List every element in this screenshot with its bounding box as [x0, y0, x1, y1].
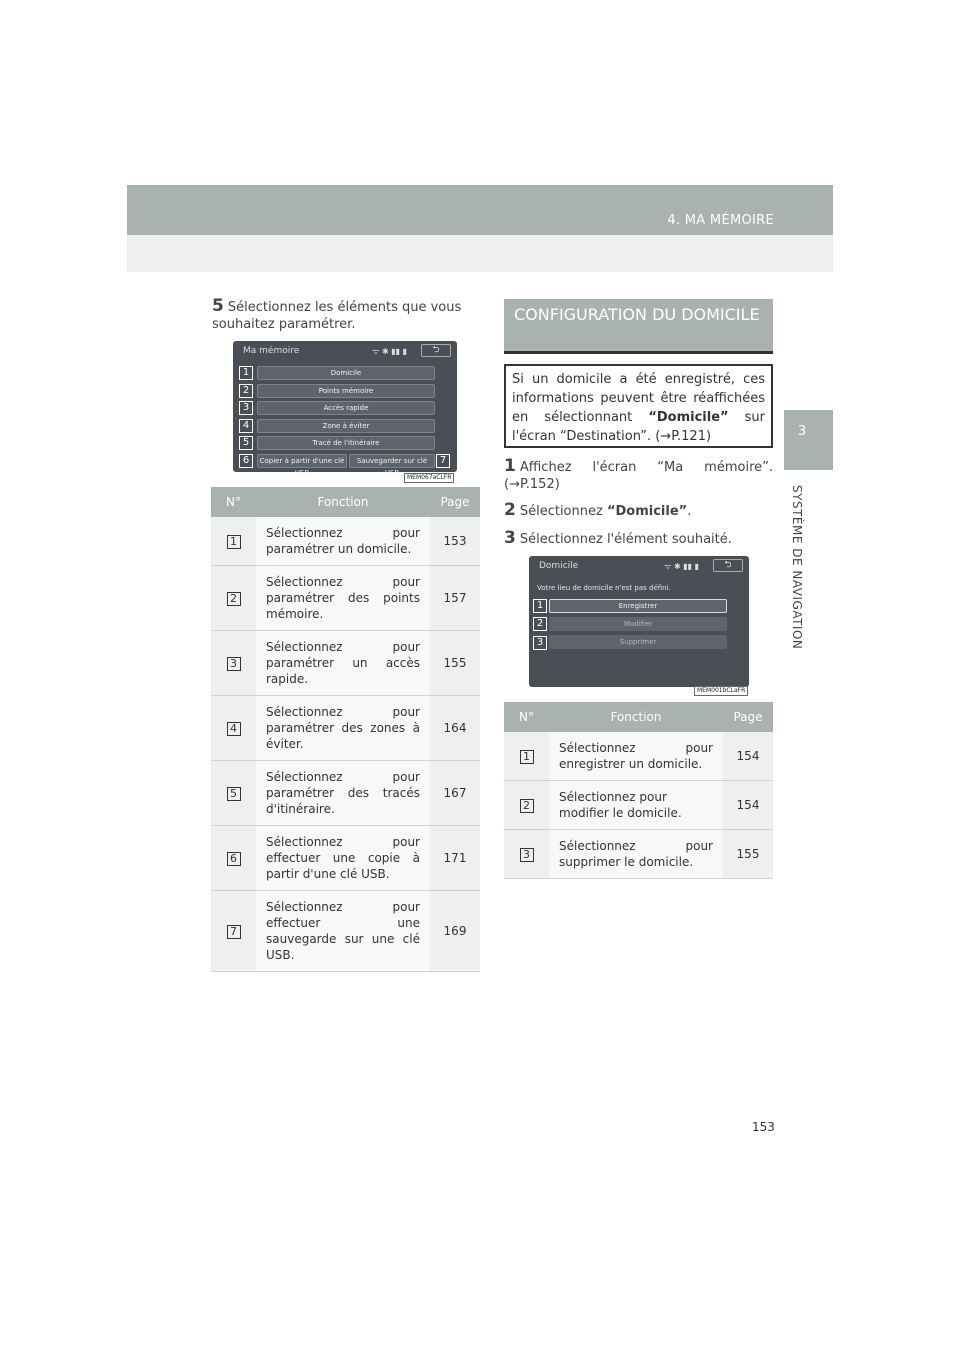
image-code: MEM067aCLFR — [404, 473, 454, 483]
supprimer-button[interactable]: Supprimer — [549, 635, 727, 649]
info-box — [504, 364, 773, 448]
row-page: 154 — [723, 732, 773, 781]
section-heading — [504, 299, 773, 351]
side-chapter-label: SYSTÈME DE NAVIGATION — [790, 485, 804, 650]
screen-title: Ma mémoire — [243, 346, 300, 356]
screen-title: Domicile — [539, 561, 579, 571]
back-icon[interactable]: ⮌ — [421, 344, 451, 357]
callout-badge: 2 — [239, 384, 253, 398]
section-divider — [504, 351, 773, 354]
table-row — [211, 517, 480, 566]
step-number: 3 — [504, 528, 516, 548]
side-chapter-tab — [784, 410, 833, 470]
trace-itineraire-button[interactable]: Tracé de l'itinéraire — [257, 436, 435, 450]
row-page: 155 — [723, 830, 773, 879]
row-page: 169 — [430, 891, 480, 972]
row-fonction: Sélectionnez pour paramétrer un accès rapide. — [256, 631, 430, 696]
step-5 — [212, 298, 480, 333]
step-text-pre: Sélectionnez — [519, 504, 607, 519]
row-number: 5 — [227, 787, 241, 801]
copier-usb-button[interactable]: Copier à partir d'une clé USB — [257, 454, 347, 468]
row-number: 2 — [520, 799, 534, 813]
side-chapter-number: 3 — [797, 424, 807, 439]
row-number: 1 — [520, 750, 534, 764]
col-header-no: N° — [504, 702, 549, 732]
callout-badge: 6 — [239, 454, 253, 468]
header-sub-band — [127, 235, 833, 272]
callout-badge: 5 — [239, 436, 253, 450]
row-fonction: Sélectionnez pour enregistrer un domicile. — [549, 732, 723, 781]
row-number: 3 — [520, 848, 534, 862]
row-page: 171 — [430, 826, 480, 891]
row-page: 164 — [430, 696, 480, 761]
status-icons: ᯤ ✱ ▮▮ ▮ — [372, 347, 407, 356]
step-2 — [504, 502, 773, 520]
row-fonction: Sélectionnez pour supprimer le domicile. — [549, 830, 723, 879]
table-row — [211, 631, 480, 696]
screen-message: Votre lieu de domicile n'est pas défini. — [537, 584, 671, 592]
domicile-screen — [529, 556, 749, 687]
callout-badge: 3 — [533, 636, 547, 650]
row-page: 153 — [430, 517, 480, 566]
row-page: 154 — [723, 781, 773, 830]
table-row — [504, 781, 773, 830]
ma-memoire-screen — [233, 341, 457, 477]
callout-badge: 4 — [239, 419, 253, 433]
callout-badge: 7 — [436, 454, 450, 468]
table-row — [211, 826, 480, 891]
step-text-post: . — [687, 504, 692, 519]
function-table-right — [504, 702, 773, 879]
table-header-row — [504, 702, 773, 732]
col-header-page: Page — [430, 487, 480, 517]
enregistrer-button[interactable]: Enregistrer — [549, 599, 727, 613]
function-table-left — [211, 487, 480, 972]
row-page: 167 — [430, 761, 480, 826]
table-row — [211, 566, 480, 631]
zone-a-eviter-button[interactable]: Zone à éviter — [257, 419, 435, 433]
points-memoire-button[interactable]: Points mémoire — [257, 384, 435, 398]
domicile-button[interactable]: Domicile — [257, 366, 435, 380]
table-row — [504, 732, 773, 781]
row-fonction: Sélectionnez pour effectuer une sauvegarde sur une clé USB. — [256, 891, 430, 972]
row-number: 3 — [227, 657, 241, 671]
table-header-row — [211, 487, 480, 517]
row-fonction: Sélectionnez pour paramétrer des zones à éviter. — [256, 696, 430, 761]
row-fonction: Sélectionnez pour paramétrer un domicile. — [256, 517, 430, 566]
row-number: 7 — [227, 925, 241, 939]
col-header-page: Page — [723, 702, 773, 732]
row-fonction: Sélectionnez pour paramétrer des points mémoire. — [256, 566, 430, 631]
step-text: Sélectionnez les éléments que vous souhaitez paramétrer. — [212, 300, 462, 332]
callout-badge: 3 — [239, 401, 253, 415]
step-number: 2 — [504, 500, 516, 520]
info-text-2: sur l'écran “Destination”. (→P.121) — [512, 410, 765, 444]
status-icons: ᯤ ✱ ▮▮ ▮ — [664, 562, 699, 571]
image-code: MEM001bCLaFR — [694, 686, 748, 696]
chapter-header-title: 4. MA MÉMOIRE — [667, 213, 774, 228]
table-row — [211, 891, 480, 972]
step-text-bold: “Domicile” — [606, 504, 688, 519]
section-title: CONFIGURATION DU DOMICILE — [514, 305, 760, 324]
col-header-fonction: Fonction — [256, 487, 430, 517]
table-row — [504, 830, 773, 879]
callout-badge: 1 — [533, 599, 547, 613]
step-1 — [504, 458, 773, 493]
info-text-bold: “Domicile” — [648, 410, 729, 425]
callout-badge: 2 — [533, 617, 547, 631]
step-3 — [504, 530, 773, 548]
back-icon[interactable]: ⮌ — [713, 559, 743, 572]
step-text: Sélectionnez l'élément souhaité. — [519, 532, 732, 547]
col-header-no: N° — [211, 487, 256, 517]
table-row — [211, 696, 480, 761]
table-row — [211, 761, 480, 826]
step-number: 1 — [504, 456, 516, 476]
row-fonction: Sélectionnez pour paramétrer des tracés d'itinéraire. — [256, 761, 430, 826]
row-page: 155 — [430, 631, 480, 696]
sauvegarder-usb-button[interactable]: Sauvegarder sur clé USB — [349, 454, 435, 468]
row-fonction: Sélectionnez pour modifier le domicile. — [549, 781, 723, 830]
step-number: 5 — [212, 296, 224, 316]
acces-rapide-button[interactable]: Accès rapide — [257, 401, 435, 415]
modifier-button[interactable]: Modifier — [549, 617, 727, 631]
callout-badge: 1 — [239, 366, 253, 380]
page-number: 153 — [752, 1120, 775, 1134]
col-header-fonction: Fonction — [549, 702, 723, 732]
row-fonction: Sélectionnez pour effectuer une copie à partir d'une clé USB. — [256, 826, 430, 891]
row-page: 157 — [430, 566, 480, 631]
step-text: Affichez l'écran “Ma mémoire”. (→P.152) — [504, 460, 773, 492]
row-number: 6 — [227, 852, 241, 866]
row-number: 2 — [227, 592, 241, 606]
row-number: 4 — [227, 722, 241, 736]
info-text-1: Si un domicile a été enregistré, ces informations peuvent être réaffichées en sélectionnant — [512, 372, 765, 425]
row-number: 1 — [227, 535, 241, 549]
